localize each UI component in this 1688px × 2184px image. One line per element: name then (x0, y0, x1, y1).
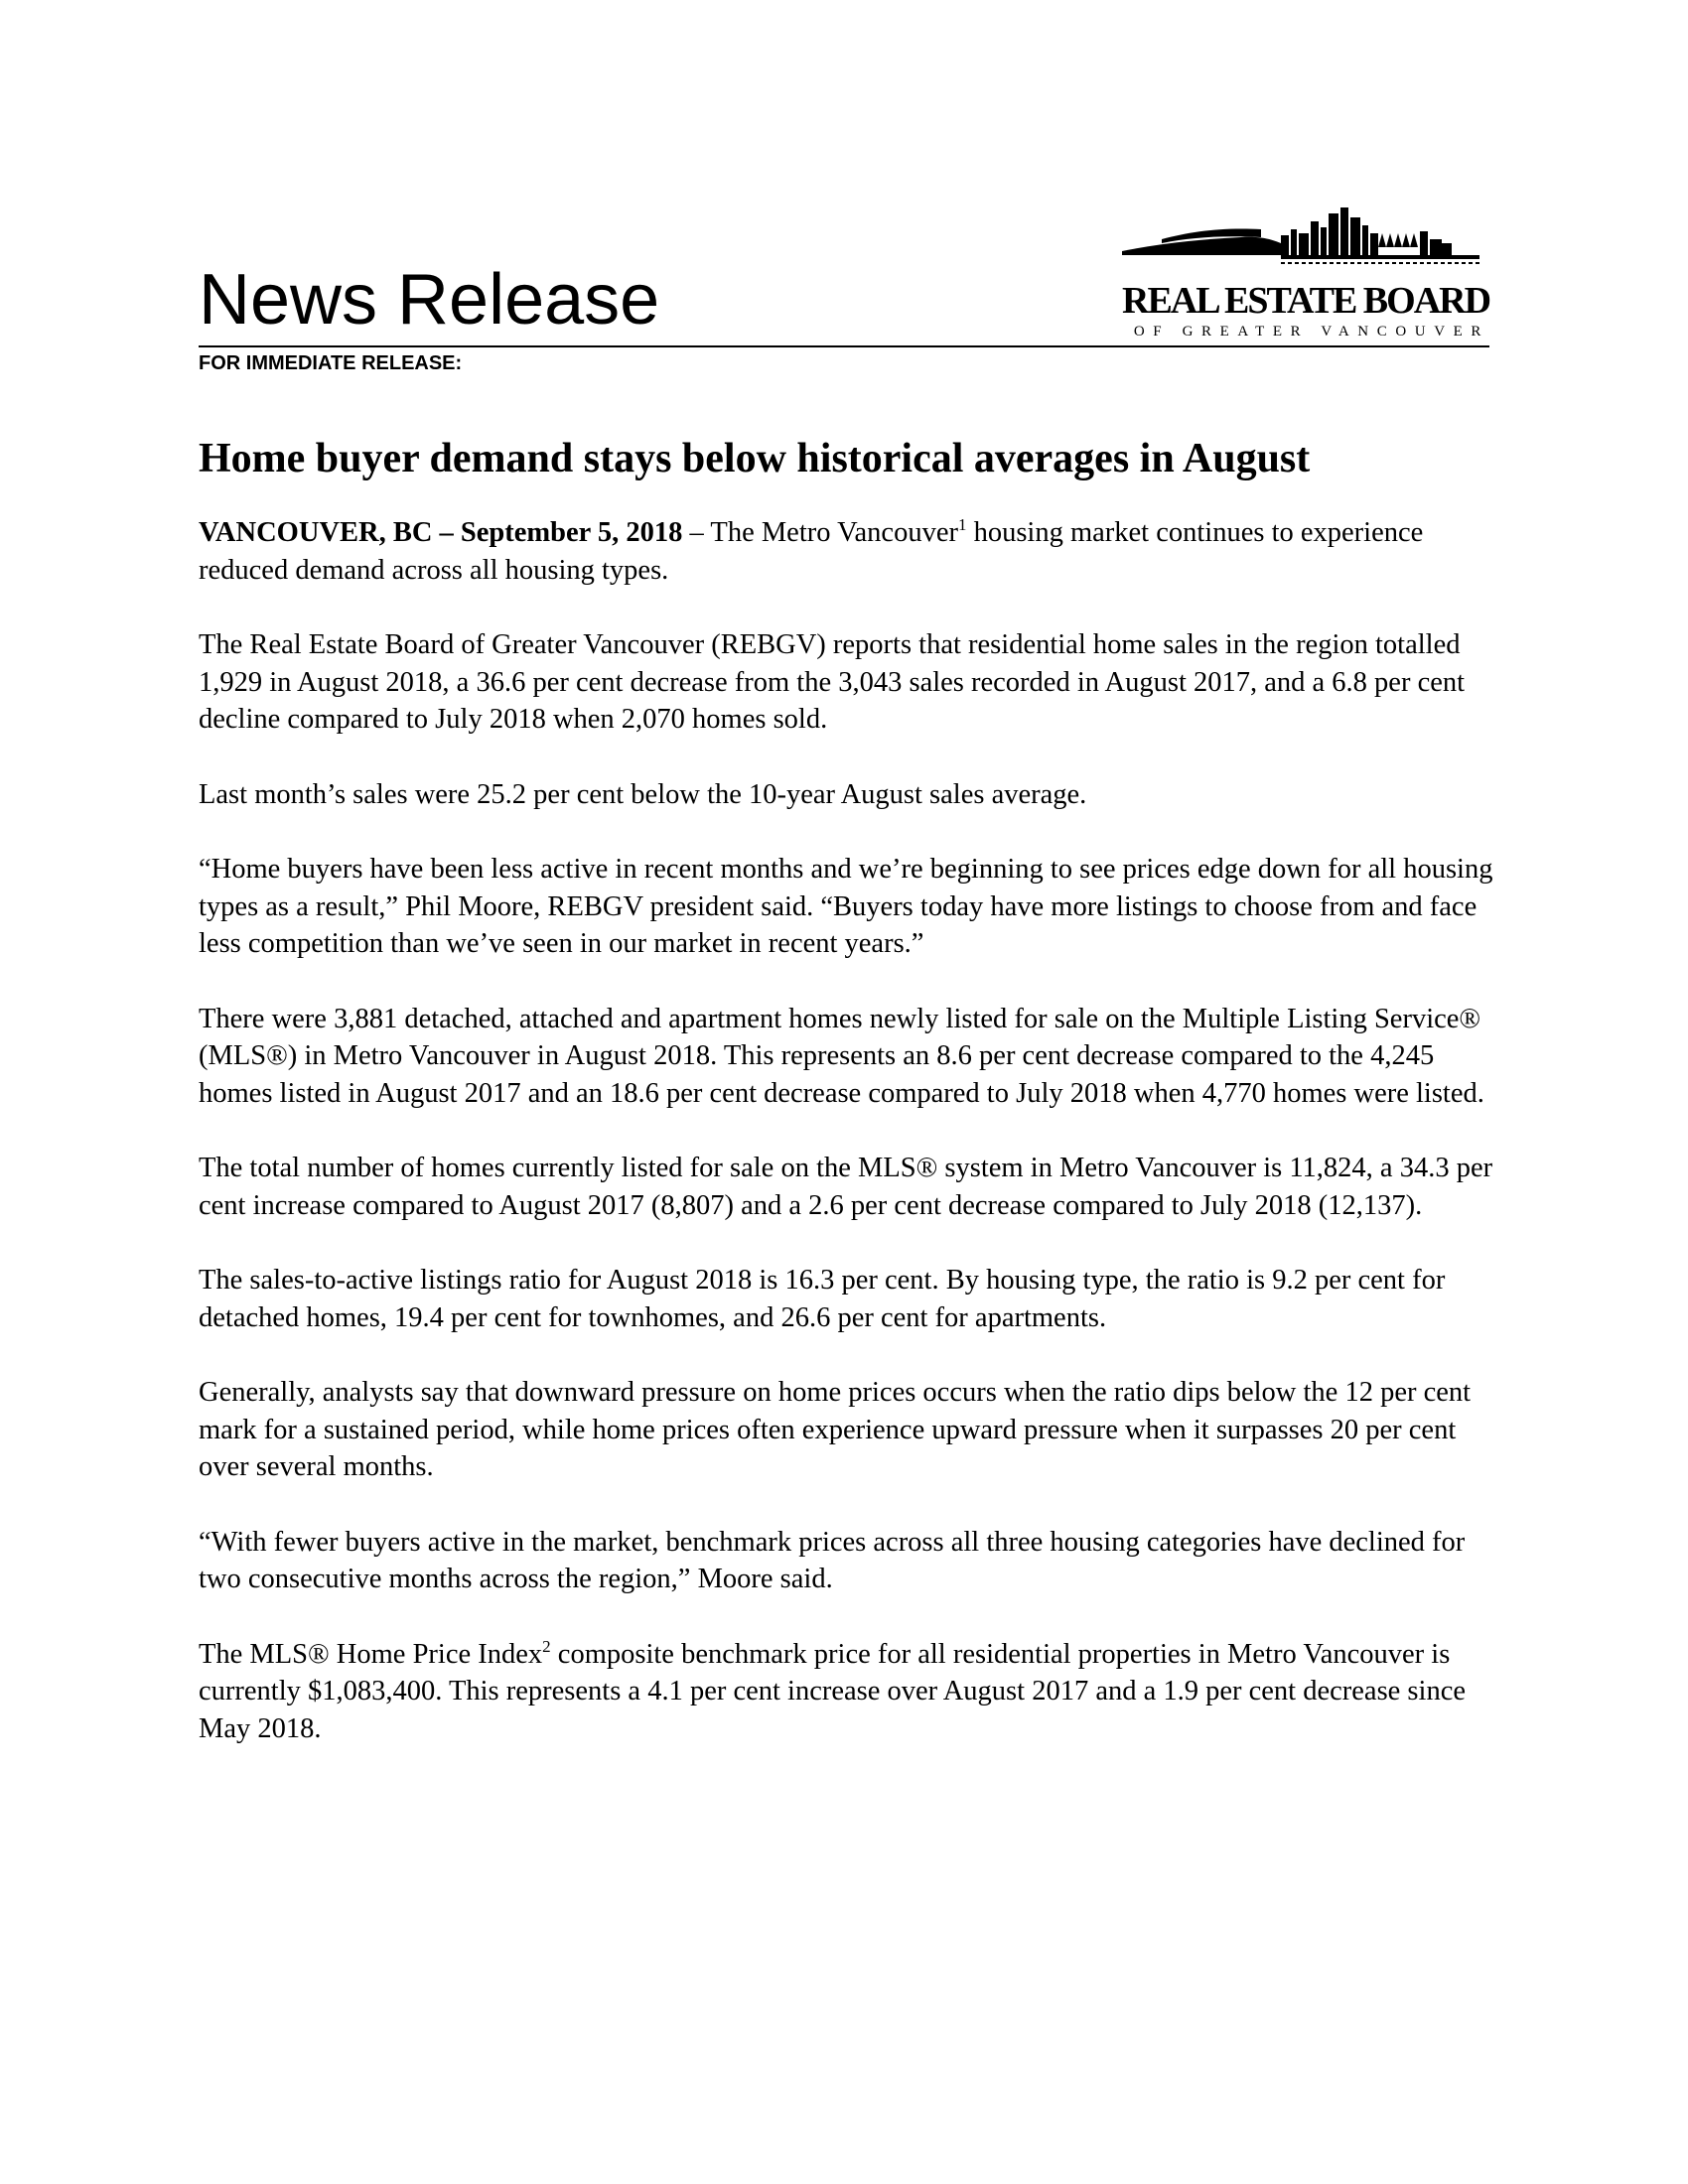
sales-paragraph: The Real Estate Board of Greater Vancouver (REBGV) reports that residential home sales in the region totalled 1,929 in August 2018, a 36.6 per cent decrease from the 3,043 sales recorded in August 2017, and a 6.8 per cent decline compared to July 2018 when 2,070 homes sold. (199, 629, 1466, 735)
logo-board-name: REAL ESTATE BOARD (1122, 280, 1490, 322)
logo-board-subname: OF GREATER VANCOUVER (1133, 324, 1489, 340)
hpi-text-start: The MLS® Home Price Index (199, 1638, 543, 1670)
analysts-paragraph: Generally, analysts say that downward pressure on home prices occurs when the ratio dips below the 12 per cent mark for a sustained period, while home prices often experience upward pressure when it surpasses 20 per cent over several months. (199, 1377, 1472, 1482)
skyline-icon (1122, 204, 1489, 283)
hpi-text-end: composite benchmark price for all residential properties in Metro Vancouver is currently $1,083,400. This represents a 4.1 per cent increase over August 2017 and a 1.9 per cent decrease since May 2018. (199, 1638, 1466, 1744)
page-title: News Release (199, 260, 660, 340)
header-divider (199, 345, 1489, 347)
footnote-marker: 1 (957, 515, 967, 534)
president-quote-paragraph: “Home buyers have been less active in recent months and we’re beginning to see prices edge down for all housing types as a result,” Phil Moore, REBGV president said. “Buyers today have more listings to choose from and face less competition than we’ve seen in our market in recent years.” (199, 854, 1493, 959)
headline: Home buyer demand stays below historical averages in August (199, 436, 1311, 481)
lead-text-start: – The Metro Vancouver (682, 517, 958, 548)
moore-quote-paragraph: “With fewer buyers active in the market, benchmark prices across all three housing categories have declined for two consecutive months across the region,” Moore said. (199, 1526, 1466, 1594)
hpi-paragraph (199, 1636, 1499, 1748)
footnote-marker: 2 (542, 1636, 551, 1656)
release-label: FOR IMMEDIATE RELEASE: (199, 352, 463, 374)
new-listings-paragraph: There were 3,881 detached, attached and apartment homes newly listed for sale on the Multiple Listing Service® (MLS®) in Metro Vancouver in August 2018. This represents an 8.6 per cent decrease compared to the 4,245 homes listed in August 2017 and an 18.6 per cent decrease compared to July 2018 when 4,770 homes were listed. (199, 1003, 1484, 1109)
dateline: VANCOUVER, BC – September 5, 2018 (199, 517, 683, 548)
total-listings-paragraph: The total number of homes currently listed for sale on the MLS® system in Metro Vancouver is 11,824, a 34.3 per cent increase compared to August 2017 (8,807) and a 2.6 per cent decrease compared to July 2018 (12,137). (199, 1153, 1493, 1221)
lead-text-end: housing market continues to experience reduced demand across all housing types. (199, 517, 1424, 586)
article-body (199, 514, 1499, 1785)
sales-ratio-paragraph: The sales-to-active listings ratio for August 2018 is 16.3 per cent. By housing type, the ratio is 9.2 per cent for detached homes, 19.4 per cent for townhomes, and 26.6 per cent for apartments. (199, 1265, 1446, 1333)
lead-paragraph (199, 514, 1499, 589)
sales-average-paragraph: Last month’s sales were 25.2 per cent below the 10-year August sales average. (199, 778, 1087, 810)
board-logo (1122, 204, 1489, 342)
